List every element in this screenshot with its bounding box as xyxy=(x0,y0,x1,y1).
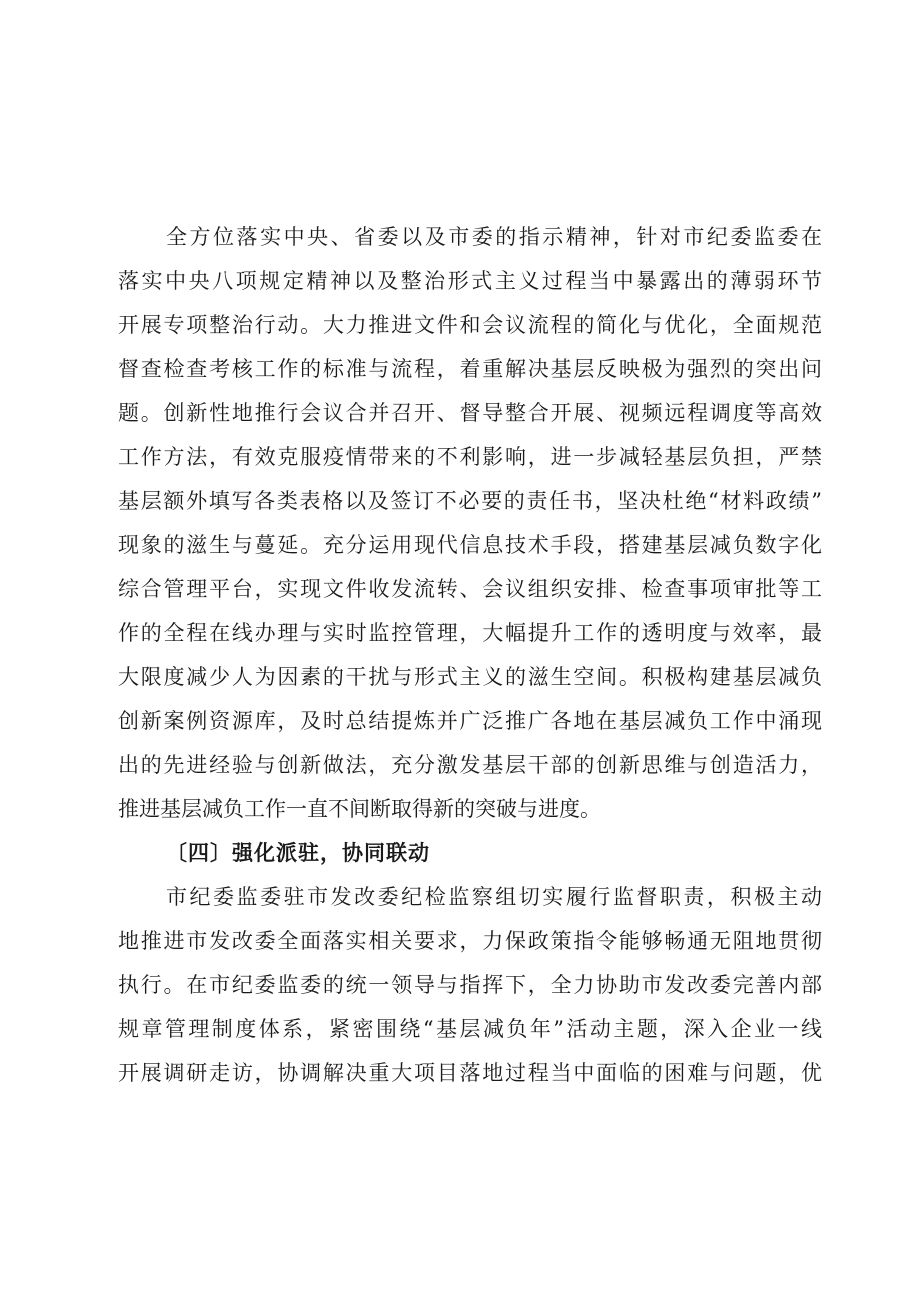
paragraph-1-line-8: 现象的滋生与蔓延。充分运用现代信息技术手段，搭建基层减负数字化 xyxy=(118,533,822,557)
paragraph-2-line-1: 市纪委监委驻市发改委纪检监察组切实履行监督职责，积极主动 xyxy=(166,885,822,909)
paragraph-1-line-14: 推进基层减负工作一直不间断取得新的突破与进度。 xyxy=(118,797,601,821)
paragraph-1-line-6: 工作方法，有效克服疫情带来的不利影响，进一步减轻基层负担，严禁 xyxy=(118,445,822,469)
paragraph-2-line-2: 地推进市发改委全面落实相关要求，力保政策指令能够畅通无阻地贯彻 xyxy=(118,929,822,953)
paragraph-1-line-2: 落实中央八项规定精神以及整治形式主义过程当中暴露出的薄弱环节 xyxy=(118,269,822,293)
section-heading: 〔四〕强化派驻，协同联动 xyxy=(166,841,430,865)
paragraph-1-line-13: 出的先进经验与创新做法，充分激发基层干部的创新思维与创造活力， xyxy=(118,753,822,777)
paragraph-1-line-12: 创新案例资源库，及时总结提炼并广泛推广各地在基层减负工作中涌现 xyxy=(118,709,822,733)
paragraph-1-line-9: 综合管理平台，实现文件收发流转、会议组织安排、检查事项审批等工 xyxy=(118,577,822,601)
paragraph-1-line-1: 全方位落实中央、省委以及市委的指示精神，针对市纪委监委在 xyxy=(166,225,822,249)
paragraph-2-line-4: 规章管理制度体系，紧密围绕“基层减负年”活动主题，深入企业一线 xyxy=(118,1017,822,1041)
paragraph-1-line-10: 作的全程在线办理与实时监控管理，大幅提升工作的透明度与效率，最 xyxy=(118,621,822,645)
paragraph-1-line-4: 督查检查考核工作的标准与流程，着重解决基层反映极为强烈的突出问 xyxy=(118,357,822,381)
paragraph-1-line-3: 开展专项整治行动。大力推进文件和会议流程的简化与优化，全面规范 xyxy=(118,313,822,337)
paragraph-1-line-7: 基层额外填写各类表格以及签订不必要的责任书，坚决杜绝“材料政绩” xyxy=(118,489,822,513)
paragraph-2-line-5: 开展调研走访，协调解决重大项目落地过程当中面临的困难与问题，优 xyxy=(118,1061,822,1085)
paragraph-1-line-11: 大限度减少人为因素的干扰与形式主义的滋生空间。积极构建基层减负 xyxy=(118,665,822,689)
paragraph-2-line-3: 执行。在市纪委监委的统一领导与指挥下，全力协助市发改委完善内部 xyxy=(118,973,822,997)
paragraph-1-line-5: 题。创新性地推行会议合并召开、督导整合开展、视频远程调度等高效 xyxy=(118,401,822,425)
